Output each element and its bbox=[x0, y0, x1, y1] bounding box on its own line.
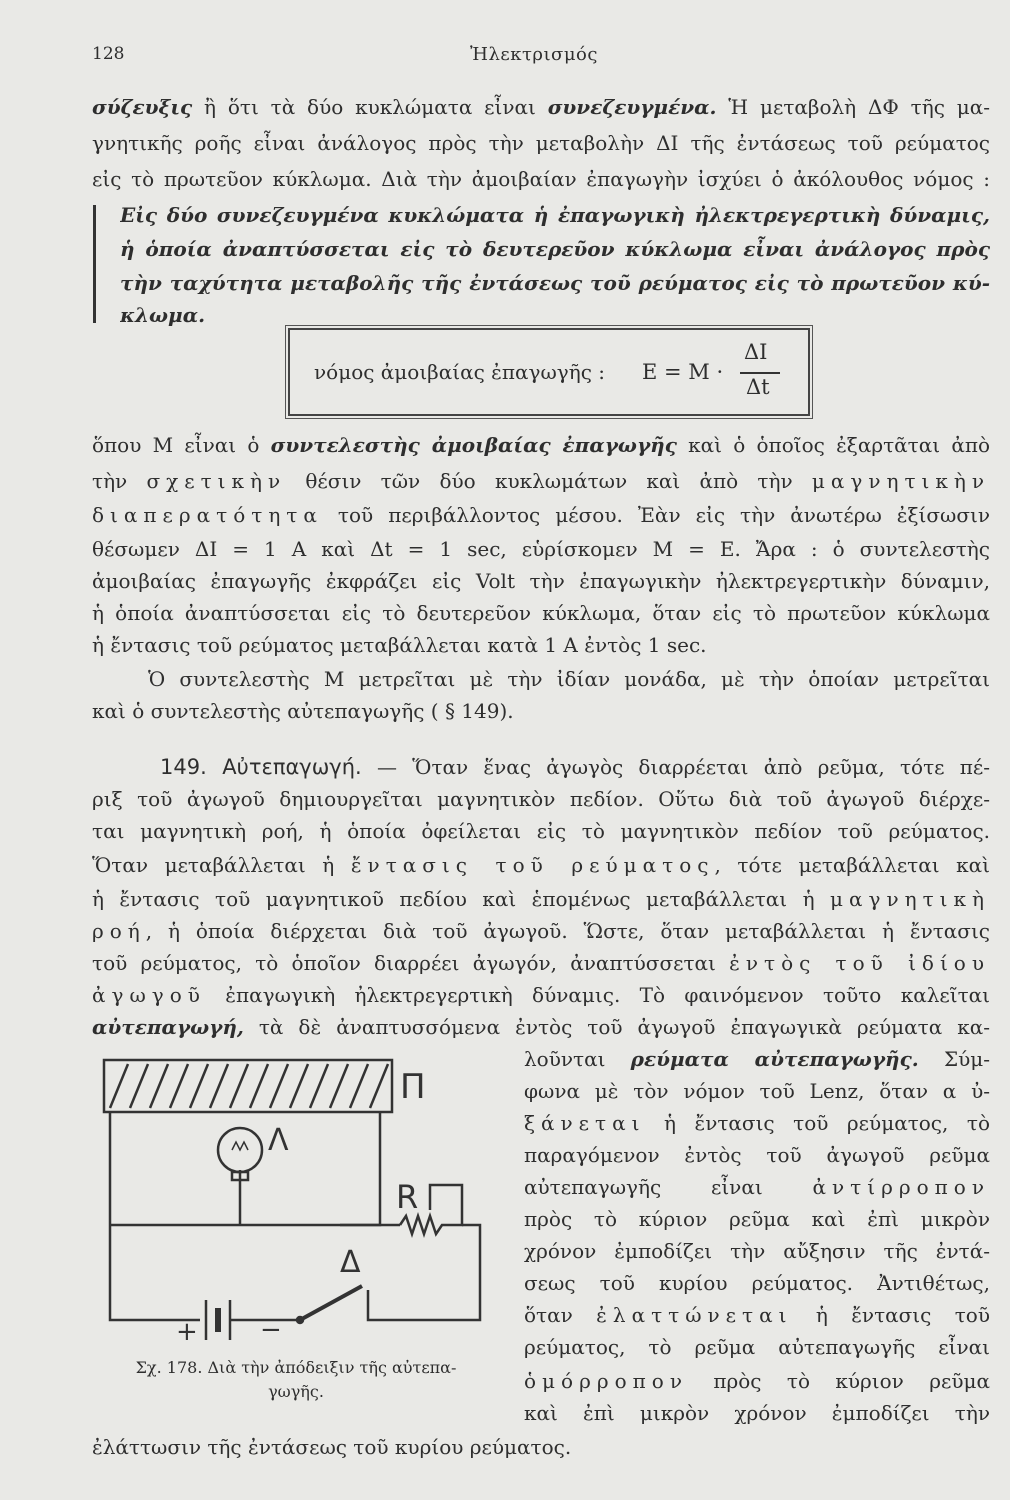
text-line: ρεύματος, τὸ ρεῦμα αὐτεπαγωγῆς εἶναι bbox=[524, 1335, 990, 1359]
formula-box bbox=[288, 328, 810, 416]
text-line: ἡ ὁποία ἀναπτύσσεται εἰς τὸ δευτερεῦον κύκλωμα, ὅταν εἰς τὸ πρωτεῦον κύκλωμα bbox=[92, 601, 990, 625]
section-heading: 149. Αὐτεπαγωγή. bbox=[160, 755, 362, 779]
text-line: σεως τοῦ κυρίου ρεύματος. Ἀντιθέτως, bbox=[524, 1271, 990, 1295]
text-line: παραγόμενον ἐντὸς τοῦ ἀγωγοῦ ρεῦμα bbox=[524, 1143, 990, 1167]
coil-windings bbox=[110, 1064, 388, 1108]
text-line: θέσωμεν ΔΙ = 1 A καὶ Δt = 1 sec, εὑρίσκομεν M = E. Ἄρα : ὁ συντελεστὴς bbox=[92, 537, 990, 561]
text-line: καὶ ὁ συντελεστὴς αὐτεπαγωγῆς ( § 149). bbox=[92, 699, 514, 723]
text-line: λοῦνται ρεύματα αὐτεπαγωγῆς. Σύμ- bbox=[524, 1047, 990, 1071]
text-line: αὐτεπαγωγῆς εἶναι ἀντίρροπον bbox=[524, 1175, 990, 1199]
text-line: πρὸς τὸ κύριον ρεῦμα καὶ ἐπὶ μικρὸν bbox=[524, 1207, 990, 1231]
text-line: ξάνεται ἡ ἔντασις τοῦ ρεύματος, τὸ bbox=[524, 1111, 990, 1135]
text-line: ὅταν ἐλαττώνεται ἡ ἔντασις τοῦ bbox=[524, 1303, 990, 1327]
text-line: ὁμόρροπον πρὸς τὸ κύριον ρεῦμα bbox=[524, 1369, 990, 1393]
text-line: ἀγωγοῦ ἐπαγωγικὴ ἠλεκτρεγερτικὴ δύναμις. Τὸ φαινόμενον τοῦτο καλεῖται bbox=[92, 983, 990, 1007]
law-line: κλωμα. bbox=[120, 303, 206, 327]
plus-label: + bbox=[176, 1317, 198, 1347]
text-line: ὅπου Μ εἶναι ὁ συντελεστὴς ἀμοιβαίας ἐπαγωγῆς καὶ ὁ ὁποῖος ἐξαρτᾶται ἀπὸ bbox=[92, 433, 990, 457]
figure-caption: Σχ. 178. Διὰ τὴν ἀπόδειξιν τῆς αὐτεπα- γωγῆς. bbox=[135, 1358, 457, 1401]
law-line: ἡ ὁποία ἀναπτύσσεται εἰς τὸ δευτερεῦον κύκλωμα εἶναι ἀνάλογος πρὸς bbox=[120, 237, 990, 261]
section-heading-line: 149. Αὐτεπαγωγή. — Ὅταν ἕνας ἀγωγὸς διαρρέεται ἀπὸ ρεῦμα, τότε πέ- bbox=[160, 755, 990, 779]
resistor-zigzag bbox=[400, 1216, 450, 1234]
switch-label: Δ bbox=[340, 1245, 361, 1280]
text-line: φωνα μὲ τὸν νόμον τοῦ Lenz, ὅταν α ὐ- bbox=[524, 1079, 990, 1103]
wire-switch-right bbox=[368, 1225, 480, 1320]
text-line: εἰς τὸ πρωτεῦον κύκλωμα. Διὰ τὴν ἀμοιβαίαν ἐπαγωγὴν ἰσχύει ὁ ἀκόλουθος νόμος : bbox=[92, 167, 990, 191]
fraction-bar bbox=[740, 372, 780, 374]
text-line: Ὅταν μεταβάλλεται ἡ ἔντασις τοῦ ρεύματος, τότε μεταβάλλεται καὶ bbox=[92, 853, 990, 877]
text-line: ἡ ἔντασις τοῦ μαγνητικοῦ πεδίου καὶ ἑπομένως μεταβάλλεται ἡ μαγνητικὴ bbox=[92, 887, 990, 911]
text-line: ἡ ἔντασις τοῦ ρεύματος μεταβάλλεται κατὰ 1 A ἐντὸς 1 sec. bbox=[92, 633, 707, 657]
page-number: 128 bbox=[92, 44, 125, 64]
formula-label: νόμος ἀμοιβαίας ἐπαγωγῆς : bbox=[314, 360, 606, 384]
text-line: χρόνον ἐμποδίζει τὴν αὔξησιν τῆς ἐντά- bbox=[524, 1239, 990, 1263]
text-line: ται μαγνητικὴ ροή, ἡ ὁποία ὀφείλεται εἰς τὸ μαγνητικὸν πεδίον τοῦ ρεύματος. bbox=[92, 819, 990, 843]
switch-lever bbox=[300, 1286, 362, 1320]
formula-denominator: Δt bbox=[746, 375, 770, 399]
minus-label: − bbox=[260, 1315, 282, 1345]
text-line: καὶ ἐπὶ μικρὸν χρόνον ἐμποδίζει τὴν bbox=[524, 1401, 990, 1425]
lamp-label: Λ bbox=[268, 1123, 289, 1158]
text-line: ἀμοιβαίας ἐπαγωγῆς ἐκφράζει εἰς Volt τὴν ἐπαγωγικὴν ἠλεκτρεγερτικὴν δύναμιν, bbox=[92, 569, 990, 593]
law-margin-bar bbox=[93, 205, 96, 323]
text-line: Ὁ συντελεστὴς Μ μετρεῖται μὲ τὴν ἰδίαν μονάδα, μὲ τὴν ὁποίαν μετρεῖται bbox=[148, 667, 990, 691]
law-line: Εἰς δύο συνεζευγμένα κυκλώματα ἡ ἐπαγωγικὴ ἠλεκτρεγερτικὴ δύναμις, bbox=[120, 203, 990, 227]
lamp-filament bbox=[232, 1142, 248, 1150]
wire-right-top bbox=[340, 1112, 380, 1225]
text-line: γνητικῆς ροῆς εἶναι ἀνάλογος πρὸς τὴν μεταβολὴν ΔΙ τῆς ἐντάσεως τοῦ ρεύματος bbox=[92, 131, 990, 155]
text-line: ἐλάττωσιν τῆς ἐντάσεως τοῦ κυρίου ρεύματος. bbox=[92, 1435, 572, 1459]
formula-numerator: ΔΙ bbox=[744, 340, 768, 364]
formula-lhs: E = M · bbox=[642, 360, 724, 384]
text-line: σύζευξις ἢ ὅτι τὰ δύο κυκλώματα εἶναι συνεζευγμένα. Ἡ μεταβολὴ ΔΦ τῆς μα- bbox=[92, 95, 990, 119]
resistor-label: R bbox=[396, 1178, 419, 1216]
law-line: τὴν ταχύτητα μεταβολῆς τῆς ἐντάσεως τοῦ ρεύματος εἰς τὸ πρωτεῦον κύ- bbox=[120, 271, 990, 295]
running-head: Ἠλεκτρισμός bbox=[470, 44, 598, 65]
text-line: αὐτεπαγωγή, τὰ δὲ ἀναπτυσσόμενα ἐντὸς τοῦ ἀγωγοῦ ἐπαγωγικὰ ρεύματα κα- bbox=[92, 1015, 990, 1039]
circuit-figure bbox=[100, 1050, 500, 1350]
text-line: διαπερατότητα τοῦ περιβάλλοντος μέσου. Ἐὰν εἰς τὴν ἀνωτέρω ἐξίσωσιν bbox=[92, 503, 990, 527]
rheostat-slider bbox=[430, 1185, 462, 1225]
text-line: ριξ τοῦ ἀγωγοῦ δημιουργεῖται μαγνητικὸν πεδίον. Οὕτω διὰ τοῦ ἀγωγοῦ διέρχε- bbox=[92, 787, 990, 811]
coil-label: Π bbox=[400, 1067, 426, 1107]
wire-left bbox=[110, 1112, 200, 1320]
text-line: τὴν σχετικὴν θέσιν τῶν δύο κυκλωμάτων καὶ ἀπὸ τὴν μαγνητικὴν bbox=[92, 469, 990, 493]
text-line: ροή, ἡ ὁποία διέρχεται διὰ τοῦ ἀγωγοῦ. Ὥστε, ὅταν μεταβάλλεται ἡ ἔντασις bbox=[92, 919, 990, 943]
text-line: τοῦ ρεύματος, τὸ ὁποῖον διαρρέει ἀγωγόν, ἀναπτύσσεται ἐντὸς τοῦ ἰδίου bbox=[92, 951, 990, 975]
